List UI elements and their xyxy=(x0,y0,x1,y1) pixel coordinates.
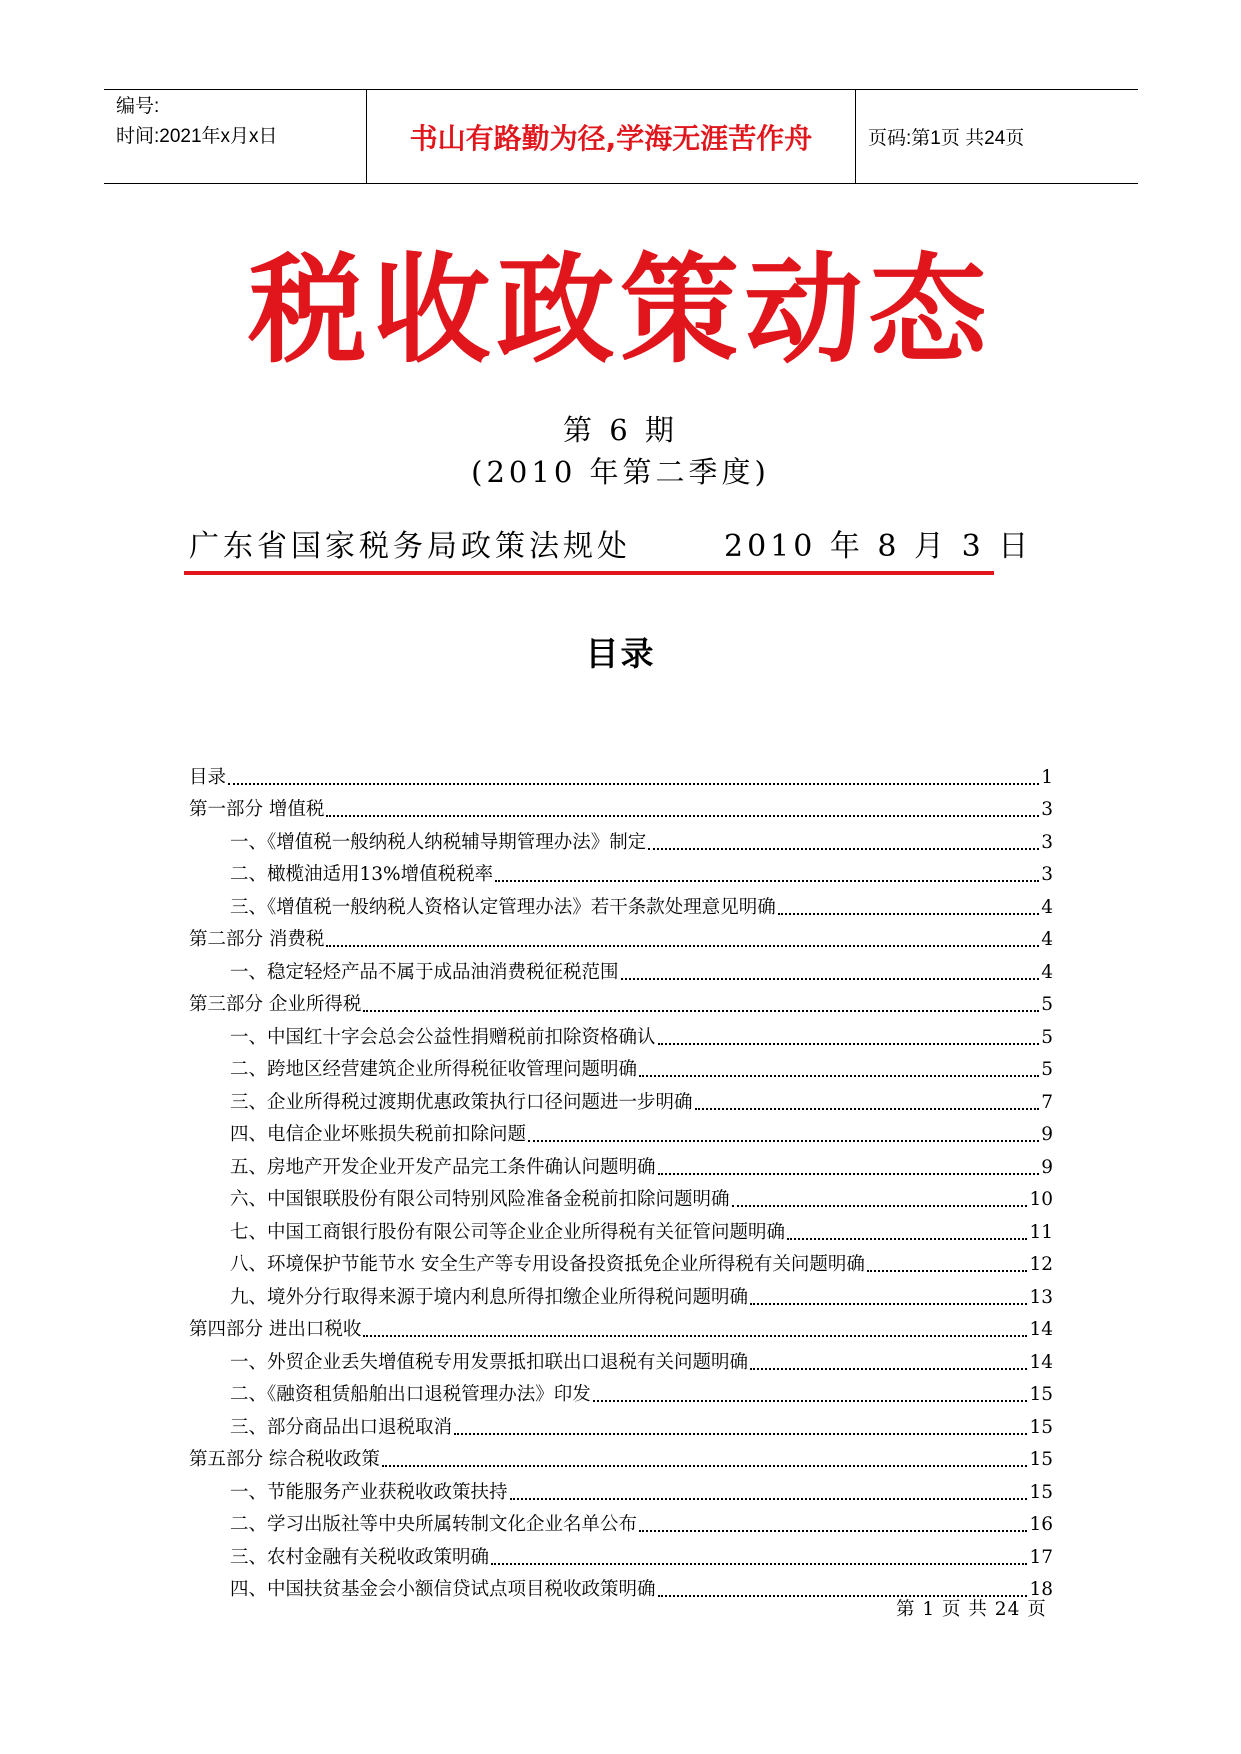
toc-leader-dots xyxy=(326,815,1039,817)
toc-entry-page: 10 xyxy=(1029,1189,1053,1210)
toc-entry[interactable] xyxy=(189,1278,1053,1311)
header-page-info: 页码:第1页 共24页 xyxy=(868,128,1025,149)
toc-leader-dots xyxy=(454,1433,1027,1435)
toc-entry-page: 3 xyxy=(1041,799,1053,820)
document-header xyxy=(104,89,1138,184)
toc-entry-title: 八、环境保护节能节水 安全生产等专用设备投资抵免企业所得税有关问题明确 xyxy=(230,1254,865,1275)
toc-entry[interactable] xyxy=(189,1148,1053,1181)
toc-leader-dots xyxy=(695,1108,1040,1110)
toc-leader-dots xyxy=(658,1043,1040,1045)
toc-entry[interactable] xyxy=(189,823,1053,856)
toc-entry-title: 第二部分 消费税 xyxy=(189,929,325,950)
toc-entry[interactable] xyxy=(189,1181,1053,1214)
header-meta xyxy=(104,90,367,183)
toc-entry-page: 15 xyxy=(1029,1416,1053,1438)
toc-leader-dots xyxy=(732,1205,1028,1207)
toc-leader-dots xyxy=(363,1010,1039,1012)
toc-entry[interactable] xyxy=(189,1473,1053,1506)
toc-entry[interactable] xyxy=(189,1506,1053,1539)
masthead-title: 税收政策动态 xyxy=(248,240,993,379)
toc-entry-title: 二、学习出版社等中央所属转制文化企业名单公布 xyxy=(230,1514,638,1535)
toc-entry-title: 第四部分 进出口税收 xyxy=(189,1319,362,1340)
red-divider xyxy=(184,571,994,575)
toc-entry-title: 第三部分 企业所得税 xyxy=(189,994,362,1015)
toc-entry-title: 四、中国扶贫基金会小额信贷试点项目税收政策明确 xyxy=(230,1579,656,1600)
toc-entry[interactable] xyxy=(189,888,1053,921)
toc-entry-page: 4 xyxy=(1041,896,1053,918)
toc-entry[interactable] xyxy=(189,1441,1053,1474)
toc-entry-page: 17 xyxy=(1029,1546,1053,1568)
toc-entry-title: 三、农村金融有关税收政策明确 xyxy=(230,1546,490,1568)
toc-entry-page: 4 xyxy=(1041,961,1053,983)
toc-entry-title: 六、中国银联股份有限公司特别风险准备金税前扣除问题明确 xyxy=(230,1189,730,1210)
toc-leader-dots xyxy=(363,1335,1027,1337)
toc-entry-page: 7 xyxy=(1041,1091,1053,1113)
toc-entry-title: 五、房地产开发企业开发产品完工条件确认问题明确 xyxy=(230,1156,656,1178)
toc-entry-title: 第一部分 增值税 xyxy=(189,799,325,820)
toc-leader-dots xyxy=(621,978,1040,980)
toc-entry-page: 15 xyxy=(1029,1449,1053,1470)
toc-entry[interactable] xyxy=(189,1408,1053,1441)
toc-leader-dots xyxy=(491,1563,1027,1565)
toc-entry-page: 13 xyxy=(1029,1286,1053,1308)
toc-entry-page: 15 xyxy=(1029,1384,1053,1405)
issue-number: 第 6 期 xyxy=(563,413,678,447)
toc-entry-page: 11 xyxy=(1029,1221,1053,1243)
issue-quarter: (2010 年第二季度) xyxy=(471,455,770,489)
toc-entry-title: 目录 xyxy=(189,766,227,788)
toc-leader-dots xyxy=(787,1238,1027,1240)
publication-date: 2010 年 8 月 3 日 xyxy=(724,529,1033,564)
toc-entry-page: 1 xyxy=(1041,766,1053,788)
toc-entry[interactable] xyxy=(189,791,1053,824)
toc-entry[interactable] xyxy=(189,986,1053,1019)
toc-entry[interactable] xyxy=(189,1051,1053,1084)
toc-entry[interactable] xyxy=(189,856,1053,889)
toc-entry-title: 一、《增值税一般纳税人纳税辅导期管理办法》制定 xyxy=(230,831,647,853)
toc-leader-dots xyxy=(495,880,1039,882)
toc-leader-dots xyxy=(228,783,1039,785)
toc-entry[interactable] xyxy=(189,921,1053,954)
toc-entry-page: 15 xyxy=(1029,1481,1053,1503)
toc-entry[interactable] xyxy=(189,1246,1053,1279)
toc-entry-page: 9 xyxy=(1041,1156,1053,1178)
toc-leader-dots xyxy=(867,1270,1028,1272)
page-footer: 第 1 页 共 24 页 xyxy=(896,1599,1047,1620)
toc-leader-dots xyxy=(639,1530,1027,1532)
toc-entry[interactable] xyxy=(189,1213,1053,1246)
toc-entry-title: 一、外贸企业丢失增值税专用发票抵扣联出口退税有关问题明确 xyxy=(230,1351,749,1373)
toc-entry-page: 18 xyxy=(1029,1579,1053,1600)
toc-leader-dots xyxy=(528,1140,1039,1142)
toc-entry[interactable] xyxy=(189,1538,1053,1571)
toc-entry-title: 三、企业所得税过渡期优惠政策执行口径问题进一步明确 xyxy=(230,1091,693,1113)
toc-entry-title: 二、橄榄油适用13%增值税税率 xyxy=(230,864,494,885)
toc-entry-page: 14 xyxy=(1029,1319,1053,1340)
toc-entry[interactable] xyxy=(189,1343,1053,1376)
toc-entry-page: 4 xyxy=(1041,929,1053,950)
toc-entry[interactable] xyxy=(189,1311,1053,1344)
header-number-label: 编号: xyxy=(116,96,160,117)
header-time-label: 时间:2021年x月x日 xyxy=(116,126,278,147)
toc-entry[interactable] xyxy=(189,1018,1053,1051)
toc-entry-title: 三、部分商品出口退税取消 xyxy=(230,1416,453,1438)
table-of-contents xyxy=(189,758,1053,1603)
toc-entry[interactable] xyxy=(189,758,1053,791)
toc-entry-page: 3 xyxy=(1041,864,1053,885)
toc-entry-page: 5 xyxy=(1041,1059,1053,1080)
toc-entry-title: 一、节能服务产业获税收政策扶持 xyxy=(230,1481,508,1503)
toc-entry-page: 12 xyxy=(1029,1254,1053,1275)
toc-leader-dots xyxy=(778,913,1039,915)
toc-entry[interactable] xyxy=(189,1376,1053,1409)
toc-leader-dots xyxy=(510,1498,1028,1500)
toc-entry-title: 一、稳定轻烃产品不属于成品油消费税征税范围 xyxy=(230,961,619,983)
toc-entry-title: 第五部分 综合税收政策 xyxy=(189,1449,380,1470)
publisher-line xyxy=(189,521,1033,565)
toc-heading: 目录 xyxy=(585,634,656,673)
toc-entry-title: 九、境外分行取得来源于境内利息所得扣缴企业所得税问题明确 xyxy=(230,1286,749,1308)
toc-entry-title: 七、中国工商银行股份有限公司等企业企业所得税有关征管问题明确 xyxy=(230,1221,786,1243)
header-motto: 书山有路勤为径,学海无涯苦作舟 xyxy=(367,90,856,183)
toc-entry[interactable] xyxy=(189,953,1053,986)
toc-entry-title: 二、《融资租赁船舶出口退税管理办法》印发 xyxy=(230,1384,591,1405)
toc-entry-page: 3 xyxy=(1041,831,1053,853)
publisher-name: 广东省国家税务局政策法规处 xyxy=(189,529,631,564)
toc-entry-title: 四、电信企业坏账损失税前扣除问题 xyxy=(230,1124,527,1145)
toc-entry-page: 16 xyxy=(1029,1514,1053,1535)
toc-entry-title: 三、《增值税一般纳税人资格认定管理办法》若干条款处理意见明确 xyxy=(230,896,776,918)
toc-leader-dots xyxy=(648,848,1039,850)
toc-leader-dots xyxy=(382,1465,1028,1467)
toc-entry[interactable] xyxy=(189,1083,1053,1116)
toc-leader-dots xyxy=(326,945,1039,947)
toc-leader-dots xyxy=(750,1303,1027,1305)
toc-entry-page: 5 xyxy=(1041,1026,1053,1048)
toc-leader-dots xyxy=(750,1368,1027,1370)
toc-leader-dots xyxy=(658,1173,1040,1175)
toc-entry-page: 9 xyxy=(1041,1124,1053,1145)
toc-entry-page: 14 xyxy=(1029,1351,1053,1373)
toc-entry-page: 5 xyxy=(1041,994,1053,1015)
toc-entry[interactable] xyxy=(189,1116,1053,1149)
toc-entry-title: 一、中国红十字会总会公益性捐赠税前扣除资格确认 xyxy=(230,1026,656,1048)
toc-leader-dots xyxy=(593,1400,1028,1402)
toc-entry-title: 二、跨地区经营建筑企业所得税征收管理问题明确 xyxy=(230,1059,638,1080)
toc-leader-dots xyxy=(639,1075,1039,1077)
